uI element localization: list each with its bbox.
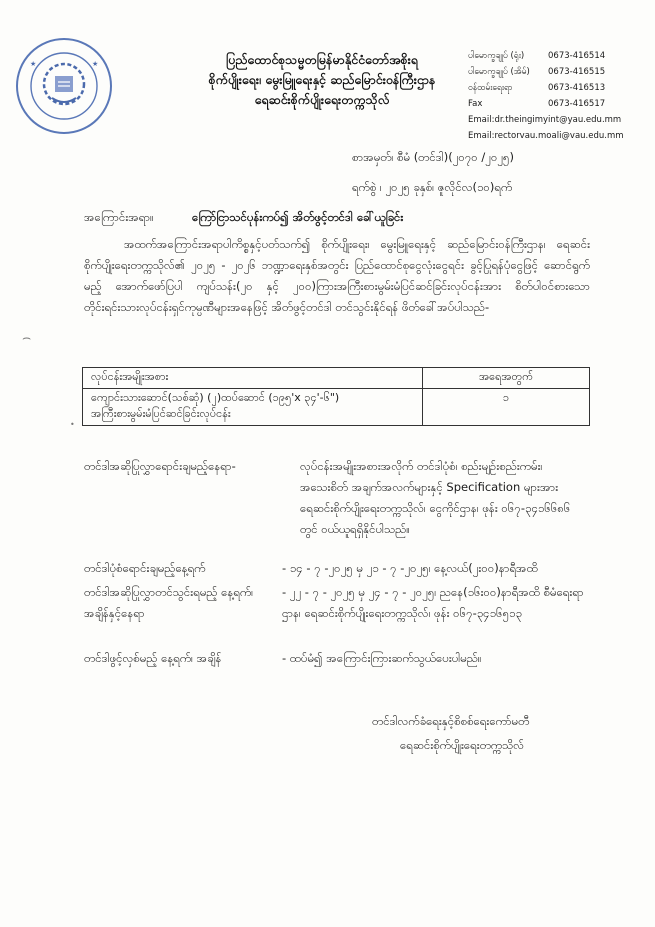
table-cell-quantity: ၁ [423, 389, 590, 426]
contact-label: Fax [468, 99, 483, 109]
contact-row [468, 48, 648, 64]
university-seal-icon [14, 36, 114, 136]
contact-number: 0673-416515 [548, 67, 606, 77]
contact-number: 0673-416513 [548, 83, 606, 93]
table-header-quantity: အရေအတွက် [423, 368, 590, 389]
header-university: ရေဆင်းစိုက်ပျိုးရေးတက္ကသိုလ် [254, 92, 390, 107]
schedule-label-opening: တင်ဒါဖွင့်လှစ်မည့် နေ့ရက်၊ အချိန် [84, 651, 222, 665]
signature-university: ရေဆင်းစိုက်ပျိုးရေးတက္ကသိုလ် [400, 738, 525, 752]
contact-row [468, 96, 648, 112]
schedule-label-sale-place: တင်ဒါအဆိုပြုလွှာရောင်းချမည့်နေရာ- [84, 459, 236, 473]
scan-mark: ⌢ [22, 330, 32, 346]
schedule-value-sale-place: လုပ်ငန်းအမျိုးအစားအလိုက် တင်ဒါပုံစံ၊ စည်းမျဉ်းစည်းကမ်း၊ အသေးစိတ် အချက်အလက်များနှင့် Specification များအား ရေဆင်းစိုက်ပျိုးရေးတက္ကသိုလ်၊ ငွေကိုင်ဌာန၊ ဖုန်း ၀၆၇-၃၄၁၆၆၈၆ တွင် ဝယ်ယူရရှိနိုင်ပါသည်။ [300, 459, 571, 536]
schedule-label-submission: တင်ဒါအဆိုပြုလွှာတင်သွင်းရမည့် နေ့ရက်၊ အချိန်နှင့်နေရာ [84, 585, 254, 620]
schedule-value-sale-date: - ၁၄ - ၇ -၂၀၂၅ မှ ၂၁ - ၇ -၂၀၂၅၊ နေ့လယ်(၂း၀၀)နာရီအထိ [282, 561, 538, 575]
table-cell-description [83, 389, 423, 426]
work-description-line: ကျောင်းသားဆောင်(သစ်ဆုံ) (၂)ထပ်ဆောင် (၁၉၅'x ၃၄'-၆") [91, 391, 340, 404]
header-ministry: စိုက်ပျိုးရေး၊ မွေးမြူရေးနှင့် ဆည်မြောင်းဝန်ကြီးဌာန [208, 72, 436, 87]
contact-label: ပါမောက္ခချုပ် (ရုံး) [468, 51, 525, 61]
contact-row [468, 64, 648, 80]
scan-mark: • [70, 420, 75, 429]
tender-items-table [82, 367, 590, 426]
svg-text:★: ★ [92, 60, 99, 68]
table-header-work-type: လုပ်ငန်းအမျိုးအစား [83, 368, 423, 389]
contact-label: ဝန်ထမ်းရေးရာ [468, 83, 513, 93]
schedule-value-opening: - ထပ်မံ၍ အကြောင်းကြားဆက်သွယ်ပေးပါမည်။ [282, 651, 482, 665]
contact-email: Email:rectorvau.moali@vau.edu.mm [468, 131, 624, 141]
contact-number: 0673-416514 [548, 51, 606, 61]
body-paragraph: အထက်အကြောင်းအရာပါကိစ္စနှင့်ပတ်သက်၍ စိုက်ပျိုးရေး၊ မွေးမြူရေးနှင့် ဆည်မြောင်းဝန်ကြီးဌာန၊ ရေဆင်းစိုက်ပျိုးရေးတက္ကသိုလ်၏ ၂၀၂၅ - ၂၀၂၆ ဘဏ္ဍာရေးနှစ်အတွင်း ပြည်ထောင်စုငွေလုံးငွေရင်း ခွင့်ပြုရန်ပုံငွေဖြင့် ဆောင်ရွက်မည့် အောက်ဖော်ပြပါ ကျပ်သန်း(၂၀ နှင့် ၂၀၀)ကြားအကြီးစားမွမ်းမံပြင်ဆင်ခြင်းလုပ်ငန်းအား စိတ်ပါဝင်စားသော တိုင်းရင်းသားလုပ်ငန်းရှင်ကုမ္ပဏီများအနေဖြင့် အိတ်ဖွင့်တင်ဒါ တင်သွင်းနိုင်ရန် ဖိတ်ခေါ်အပ်ပါသည်- [84, 237, 590, 314]
contact-row [468, 80, 648, 96]
schedule-label-sale-date: တင်ဒါပုံစံရောင်းချမည့်နေ့ရက် [84, 561, 206, 575]
document-date: ရက်စွဲ ၊ ၂၀၂၅ ခုနှစ်၊ ဇူလိုင်လ(၁၀)ရက် [352, 180, 513, 194]
work-description-line: အကြီးစားမွမ်းမံပြင်ဆင်ခြင်းလုပ်ငန်း [91, 407, 231, 420]
contact-label: ပါမောက္ခချုပ် (အိမ်) [468, 67, 530, 77]
reference-number: စာအမှတ်၊ စီမံ (တင်ဒါ)(၂၀၇၀ /၂၀၂၅) [352, 150, 515, 164]
table-header-row [83, 368, 590, 389]
schedule-value-submission: - ၂၂ - ၇ - ၂၀၂၅ မှ ၂၄ - ၇ - ၂၀၂၅၊ ညနေ(၁၆း၀၀)နာရီအထိ စီမံရေးရာဌာန၊ ရေဆင်းစိုက်ပျိုးရေးတက္ကသိုလ်၊ ဖုန်း ၀၆၇-၃၄၁၆၅၁၃ [282, 585, 584, 620]
contact-number: 0673-416517 [548, 99, 606, 109]
subject-text: ကြော်ငြာသင်ပုန်းကပ်၍ အိတ်ဖွင့်တင်ဒါ ခေါ်ယူခြင်း [192, 210, 404, 224]
contact-email: Email:dr.theingimyint@yau.edu.mm [468, 115, 622, 125]
subject-label: အကြောင်းအရာ။ [84, 210, 154, 224]
table-row [83, 389, 590, 426]
header-government: ပြည်ထောင်စုသမ္မတမြန်မာနိုင်ငံတော်အစိုးရ [226, 52, 418, 67]
signature-committee: တင်ဒါလက်ခံရေးနှင့်စိစစ်ရေးကော်မတီ [372, 714, 530, 728]
contact-block [468, 48, 648, 144]
svg-text:★: ★ [30, 60, 37, 68]
